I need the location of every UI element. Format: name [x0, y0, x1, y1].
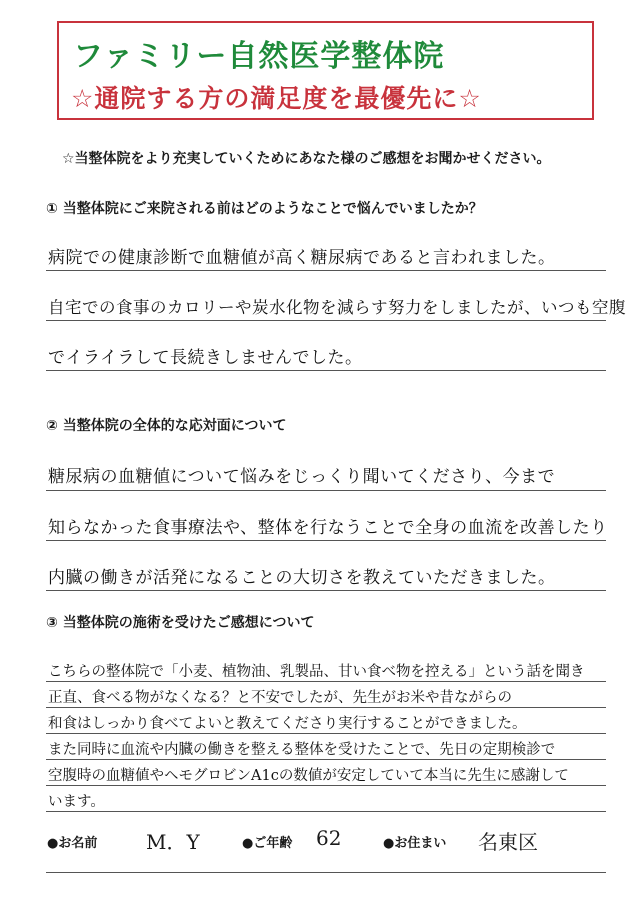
clinic-title: ファミリー自然医学整体院	[73, 39, 445, 74]
name-value: M．Y	[146, 830, 200, 854]
answer-3-line-6: います。	[48, 794, 105, 810]
age-value: 62	[316, 826, 342, 850]
answer-3-rule-6	[46, 811, 606, 812]
age-label: ●ご年齢	[242, 836, 293, 851]
answer-3-rule-5	[46, 785, 606, 786]
answer-2-rule-1	[46, 490, 606, 491]
answer-2-line-3: 内臓の働きが活発になることの大切さを教えていただきました。	[48, 568, 556, 588]
answer-1-rule-3	[46, 370, 606, 371]
answer-2-rule-2	[46, 540, 606, 541]
answer-3-line-4: また同時に血流や内臓の働きを整える整体を受けたことで、先日の定期検診で	[48, 742, 556, 758]
answer-1-line-1: 病院での健康診断で血糖値が高く糖尿病であると言われました。	[48, 248, 556, 268]
question-1: ① 当整体院にご来院される前はどのようなことで悩んでいましたか？	[46, 201, 483, 217]
answer-3-rule-3	[46, 733, 606, 734]
answer-3-line-1: こちらの整体院で「小麦、植物油、乳製品、甘い食べ物を控える」という話を聞き	[48, 664, 585, 680]
answer-3-rule-2	[46, 707, 606, 708]
answer-1-line-2: 自宅での食事のカロリーや炭水化物を減らす努力をしましたが、いつも空腹	[48, 298, 626, 317]
answer-1-line-3: でイライラして長続きしませんでした。	[48, 348, 363, 368]
header-box	[57, 21, 594, 120]
answer-3-rule-4	[46, 759, 606, 760]
answer-2-line-2: 知らなかった食事療法や、整体を行なうことで全身の血流を改善したり	[48, 518, 608, 538]
answer-3-rule-1	[46, 681, 606, 682]
intro-text: ☆当整体院をより充実していくためにあなた様のご感想をお聞かせください。	[62, 151, 551, 167]
question-3: ③ 当整体院の施術を受けたご感想について	[46, 615, 315, 631]
answer-2-rule-3	[46, 590, 606, 591]
answer-1-rule-2	[46, 320, 606, 321]
answer-1-rule-1	[46, 270, 606, 271]
footer-rule	[46, 872, 606, 873]
clinic-subtitle: ☆通院する方の満足度を最優先に☆	[71, 84, 482, 113]
name-label: ●お名前	[47, 836, 98, 851]
address-label: ●お住まい	[383, 836, 447, 851]
answer-3-line-3: 和食はしっかり食べてよいと教えてくださり実行することができました。	[48, 716, 527, 732]
address-value: 名東区	[478, 830, 538, 854]
answer-2-line-1: 糖尿病の血糖値について悩みをじっくり聞いてくださり、今まで	[48, 467, 556, 487]
answer-3-line-5: 空腹時の血糖値やヘモグロビンA1cの数値が安定していて本当に先生に感謝して	[48, 768, 569, 784]
answer-3-line-2: 正直、食べる物がなくなる？と不安でしたが、先生がお米や昔ながらの	[48, 690, 512, 706]
question-2: ② 当整体院の全体的な応対面について	[46, 418, 287, 434]
